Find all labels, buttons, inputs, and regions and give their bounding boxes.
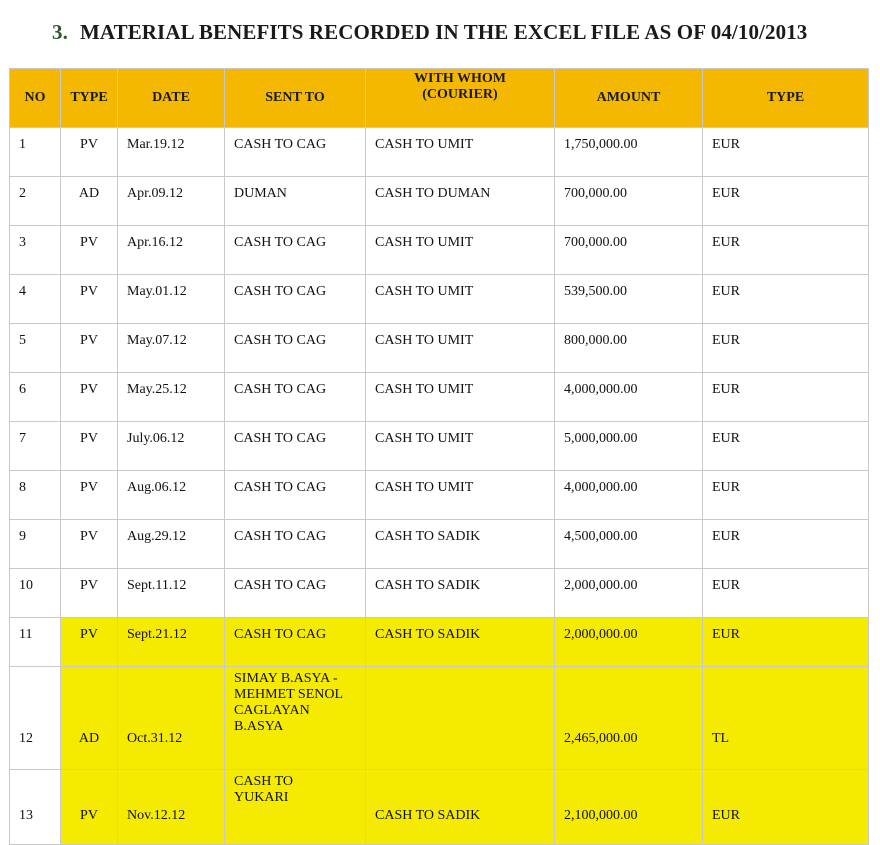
cell-no: 8 <box>10 471 61 520</box>
cell-amount: 4,500,000.00 <box>555 520 703 569</box>
table-row <box>10 275 869 324</box>
cell-currency: EUR <box>703 471 869 520</box>
cell-sent-to: CASH TO CAG <box>225 128 366 177</box>
cell-sent-to: CASH TO CAG <box>225 275 366 324</box>
table-row <box>10 618 869 667</box>
cell-with-whom: CASH TO UMIT <box>366 128 555 177</box>
cell-with-whom: CASH TO UMIT <box>366 275 555 324</box>
cell-date: Sept.21.12 <box>118 618 225 667</box>
section-number: 3. <box>52 20 68 44</box>
header-amount: AMOUNT <box>555 69 703 128</box>
cell-with-whom: CASH TO UMIT <box>366 324 555 373</box>
cell-sent-to: CASH TO CAG <box>225 422 366 471</box>
cell-date: Aug.06.12 <box>118 471 225 520</box>
cell-type: PV <box>61 128 118 177</box>
cell-currency: EUR <box>703 177 869 226</box>
cell-amount: 700,000.00 <box>555 177 703 226</box>
cell-currency: EUR <box>703 275 869 324</box>
cell-date: Sept.11.12 <box>118 569 225 618</box>
cell-amount: 539,500.00 <box>555 275 703 324</box>
section-title: MATERIAL BENEFITS RECORDED IN THE EXCEL FILE AS OF 04/10/2013 <box>79 20 808 44</box>
cell-date: Apr.16.12 <box>118 226 225 275</box>
cell-amount: 2,465,000.00 <box>555 667 703 770</box>
cell-amount: 4,000,000.00 <box>555 471 703 520</box>
cell-currency: EUR <box>703 618 869 667</box>
table-row <box>10 569 869 618</box>
cell-no: 2 <box>10 177 61 226</box>
cell-no: 1 <box>10 128 61 177</box>
cell-with-whom: CASH TO DUMAN <box>366 177 555 226</box>
cell-no: 4 <box>10 275 61 324</box>
cell-date: May.25.12 <box>118 373 225 422</box>
cell-amount: 2,000,000.00 <box>555 618 703 667</box>
cell-currency: EUR <box>703 569 869 618</box>
cell-with-whom: CASH TO SADIK <box>366 520 555 569</box>
cell-amount: 5,000,000.00 <box>555 422 703 471</box>
table-row <box>10 770 869 845</box>
cell-amount: 800,000.00 <box>555 324 703 373</box>
header-sent-to: SENT TO <box>225 69 366 128</box>
cell-type: PV <box>61 618 118 667</box>
table-row <box>10 667 869 770</box>
table-row <box>10 177 869 226</box>
cell-amount: 2,100,000.00 <box>555 770 703 845</box>
table-row <box>10 471 869 520</box>
cell-type: PV <box>61 569 118 618</box>
cell-amount: 700,000.00 <box>555 226 703 275</box>
cell-date: Apr.09.12 <box>118 177 225 226</box>
cell-type: PV <box>61 226 118 275</box>
cell-no: 10 <box>10 569 61 618</box>
cell-currency: EUR <box>703 128 869 177</box>
cell-sent-to: CASH TO YUKARI <box>225 770 366 845</box>
cell-sent-to: CASH TO CAG <box>225 569 366 618</box>
cell-currency: EUR <box>703 422 869 471</box>
cell-type: PV <box>61 324 118 373</box>
cell-with-whom: CASH TO SADIK <box>366 770 555 845</box>
cell-currency: EUR <box>703 373 869 422</box>
cell-sent-to: CASH TO CAG <box>225 618 366 667</box>
cell-sent-to: CASH TO CAG <box>225 324 366 373</box>
cell-type: PV <box>61 373 118 422</box>
cell-sent-to: CASH TO CAG <box>225 520 366 569</box>
cell-amount: 4,000,000.00 <box>555 373 703 422</box>
cell-sent-to: SIMAY B.ASYA - MEHMET SENOL CAGLAYAN B.ASYA <box>225 667 366 770</box>
cell-amount: 2,000,000.00 <box>555 569 703 618</box>
cell-date: May.07.12 <box>118 324 225 373</box>
cell-amount: 1,750,000.00 <box>555 128 703 177</box>
cell-no: 11 <box>10 618 61 667</box>
table-row <box>10 128 869 177</box>
cell-type: AD <box>61 667 118 770</box>
cell-date: July.06.12 <box>118 422 225 471</box>
table-row <box>10 422 869 471</box>
header-currency-type: TYPE <box>703 69 869 128</box>
cell-no: 12 <box>10 667 61 770</box>
cell-no: 3 <box>10 226 61 275</box>
table-row <box>10 373 869 422</box>
cell-with-whom: CASH TO SADIK <box>366 569 555 618</box>
cell-with-whom <box>366 667 555 770</box>
header-type: TYPE <box>61 69 118 128</box>
cell-currency: EUR <box>703 226 869 275</box>
cell-with-whom: CASH TO UMIT <box>366 373 555 422</box>
cell-sent-to: DUMAN <box>225 177 366 226</box>
cell-no: 5 <box>10 324 61 373</box>
cell-sent-to: CASH TO CAG <box>225 373 366 422</box>
cell-no: 9 <box>10 520 61 569</box>
cell-sent-to: CASH TO CAG <box>225 471 366 520</box>
header-no: NO <box>10 69 61 128</box>
cell-currency: EUR <box>703 324 869 373</box>
cell-type: AD <box>61 177 118 226</box>
header-with-whom: WITH WHOM (COURIER) <box>366 69 555 128</box>
table-row <box>10 520 869 569</box>
table-row <box>10 324 869 373</box>
material-benefits-table <box>9 68 869 845</box>
cell-no: 6 <box>10 373 61 422</box>
cell-no: 13 <box>10 770 61 845</box>
table-header-row <box>10 69 869 128</box>
cell-date: Aug.29.12 <box>118 520 225 569</box>
section-heading <box>52 20 807 45</box>
cell-sent-to: CASH TO CAG <box>225 226 366 275</box>
cell-currency: EUR <box>703 520 869 569</box>
cell-with-whom: CASH TO UMIT <box>366 422 555 471</box>
cell-type: PV <box>61 275 118 324</box>
cell-with-whom: CASH TO SADIK <box>366 618 555 667</box>
cell-no: 7 <box>10 422 61 471</box>
cell-with-whom: CASH TO UMIT <box>366 226 555 275</box>
cell-date: Nov.12.12 <box>118 770 225 845</box>
cell-type: PV <box>61 422 118 471</box>
header-date: DATE <box>118 69 225 128</box>
cell-currency: TL <box>703 667 869 770</box>
cell-date: Oct.31.12 <box>118 667 225 770</box>
cell-type: PV <box>61 471 118 520</box>
cell-currency: EUR <box>703 770 869 845</box>
cell-date: Mar.19.12 <box>118 128 225 177</box>
cell-type: PV <box>61 770 118 845</box>
cell-with-whom: CASH TO UMIT <box>366 471 555 520</box>
table-row <box>10 226 869 275</box>
cell-type: PV <box>61 520 118 569</box>
cell-date: May.01.12 <box>118 275 225 324</box>
